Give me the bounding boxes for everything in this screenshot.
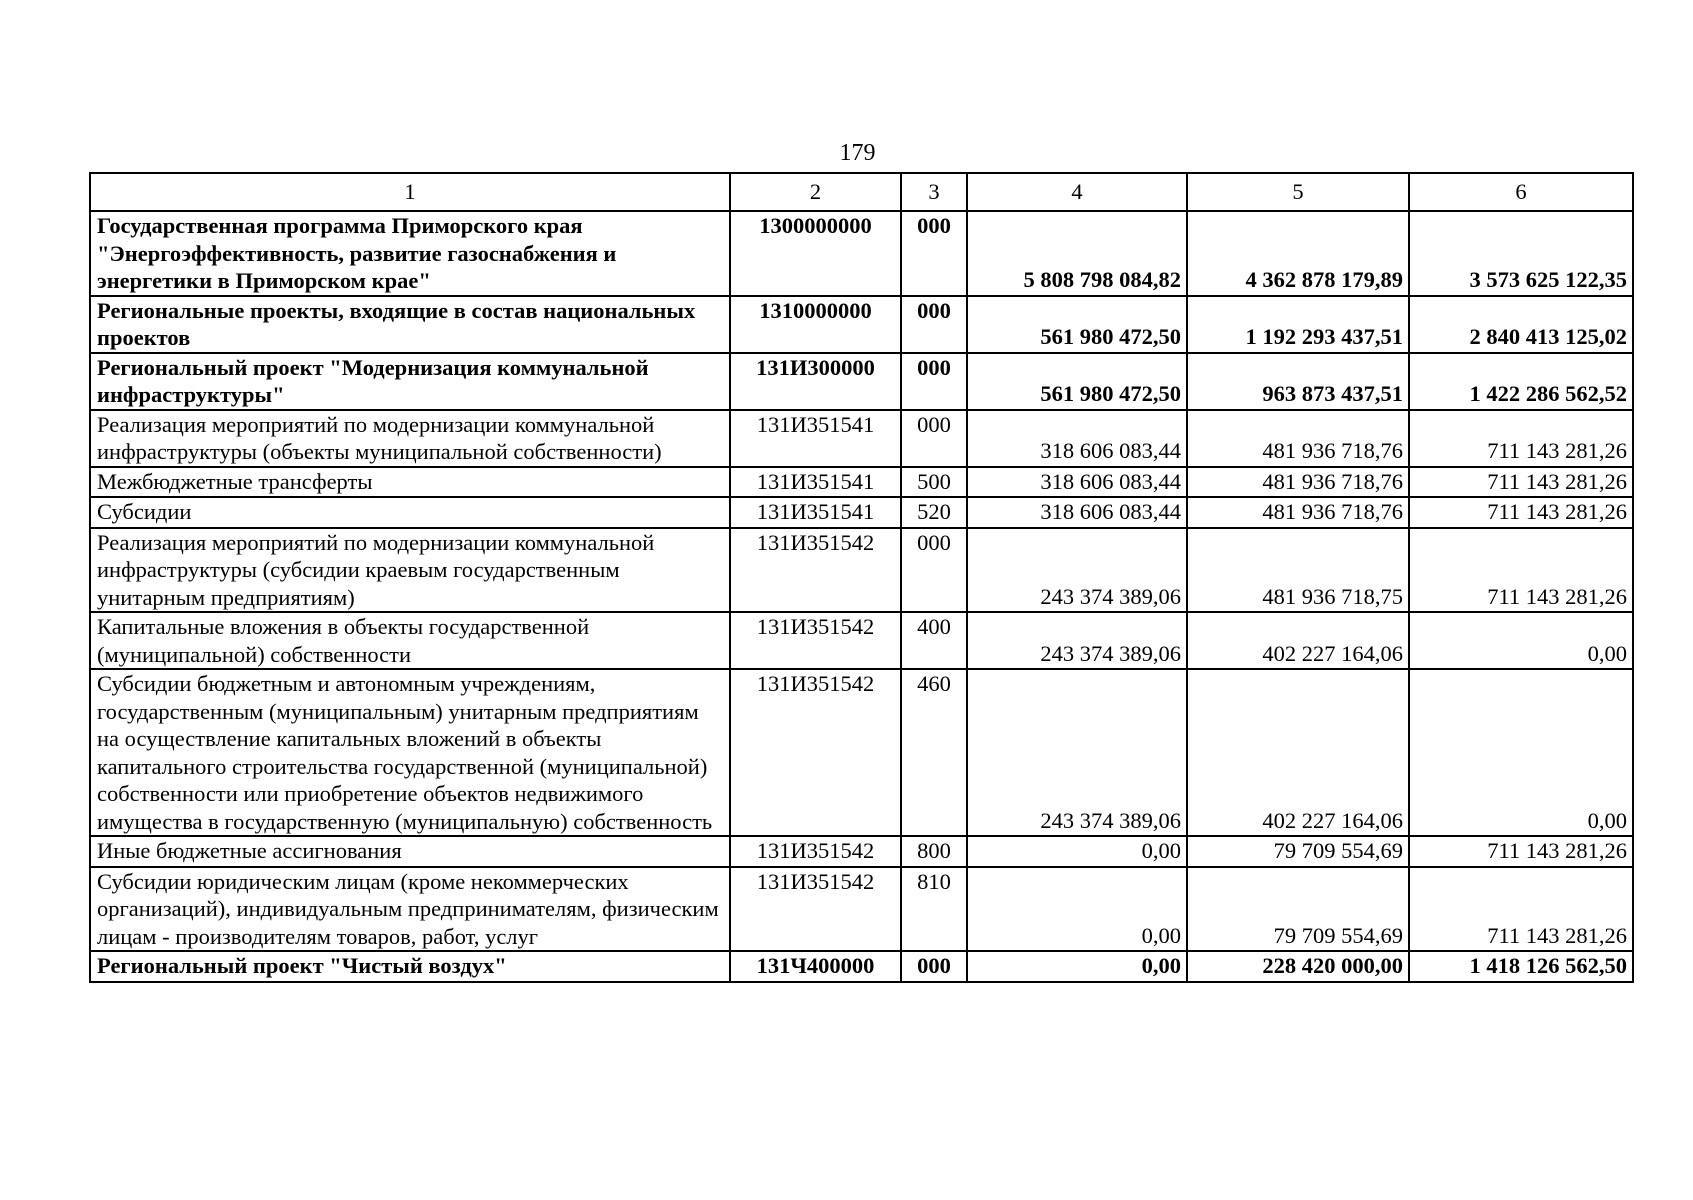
row-vr-code: 000 <box>901 296 967 353</box>
header-col-3: 3 <box>901 173 967 211</box>
table-row <box>90 211 1633 296</box>
row-vr-code: 520 <box>901 497 967 528</box>
row-name: Реализация мероприятий по модернизации коммунальной инфраструктуры (субсидии краевым государственным унитарным предприятиям) <box>90 528 730 613</box>
row-amount-col4: 318 606 083,44 <box>967 467 1187 498</box>
row-csr-code: 131И351542 <box>730 836 901 867</box>
row-amount-col4: 0,00 <box>967 951 1187 982</box>
row-amount-col6: 711 143 281,26 <box>1409 497 1633 528</box>
row-amount-col4: 561 980 472,50 <box>967 296 1187 353</box>
row-amount-col5: 481 936 718,75 <box>1187 528 1409 613</box>
row-csr-code: 131И351542 <box>730 528 901 613</box>
row-amount-col4: 0,00 <box>967 836 1187 867</box>
table-row <box>90 467 1633 498</box>
row-vr-code: 500 <box>901 467 967 498</box>
row-amount-col6: 0,00 <box>1409 612 1633 669</box>
row-amount-col6: 711 143 281,26 <box>1409 410 1633 467</box>
row-csr-code: 131И300000 <box>730 353 901 410</box>
budget-table <box>89 172 1634 983</box>
row-vr-code: 000 <box>901 528 967 613</box>
row-amount-col5: 4 362 878 179,89 <box>1187 211 1409 296</box>
row-csr-code: 1310000000 <box>730 296 901 353</box>
header-col-1: 1 <box>90 173 730 211</box>
row-amount-col5: 79 709 554,69 <box>1187 836 1409 867</box>
table-row <box>90 353 1633 410</box>
row-amount-col4: 0,00 <box>967 867 1187 952</box>
row-amount-col6: 0,00 <box>1409 669 1633 836</box>
row-amount-col6: 711 143 281,26 <box>1409 836 1633 867</box>
row-amount-col5: 402 227 164,06 <box>1187 669 1409 836</box>
table-row <box>90 612 1633 669</box>
row-amount-col4: 318 606 083,44 <box>967 497 1187 528</box>
row-amount-col6: 3 573 625 122,35 <box>1409 211 1633 296</box>
row-amount-col4: 243 374 389,06 <box>967 612 1187 669</box>
row-amount-col4: 5 808 798 084,82 <box>967 211 1187 296</box>
row-name: Иные бюджетные ассигнования <box>90 836 730 867</box>
row-amount-col6: 2 840 413 125,02 <box>1409 296 1633 353</box>
page-number: 179 <box>839 140 876 166</box>
header-col-6: 6 <box>1409 173 1633 211</box>
header-row <box>90 173 1633 211</box>
row-csr-code: 131Ч400000 <box>730 951 901 982</box>
header-col-2: 2 <box>730 173 901 211</box>
row-amount-col6: 711 143 281,26 <box>1409 867 1633 952</box>
row-amount-col5: 481 936 718,76 <box>1187 467 1409 498</box>
row-name: Капитальные вложения в объекты государственной (муниципальной) собственности <box>90 612 730 669</box>
table-row <box>90 410 1633 467</box>
row-vr-code: 460 <box>901 669 967 836</box>
row-amount-col5: 481 936 718,76 <box>1187 410 1409 467</box>
row-csr-code: 131И351541 <box>730 467 901 498</box>
row-amount-col5: 79 709 554,69 <box>1187 867 1409 952</box>
row-amount-col6: 711 143 281,26 <box>1409 467 1633 498</box>
row-name: Субсидии бюджетным и автономным учреждениям, государственным (муниципальным) унитарным предприятиям на осуществление капитальных вложений в объекты капитального строительства государственной (муниципальной) собственности или приобретение объектов недвижимого имущества в государственную (муниципальную) собственность <box>90 669 730 836</box>
row-vr-code: 400 <box>901 612 967 669</box>
row-amount-col5: 963 873 437,51 <box>1187 353 1409 410</box>
row-csr-code: 131И351542 <box>730 867 901 952</box>
table-row <box>90 497 1633 528</box>
row-vr-code: 000 <box>901 410 967 467</box>
row-csr-code: 131И351542 <box>730 612 901 669</box>
header-col-4: 4 <box>967 173 1187 211</box>
row-csr-code: 131И351541 <box>730 410 901 467</box>
table-row <box>90 951 1633 982</box>
row-amount-col6: 1 418 126 562,50 <box>1409 951 1633 982</box>
row-name: Межбюджетные трансферты <box>90 467 730 498</box>
row-csr-code: 1300000000 <box>730 211 901 296</box>
row-vr-code: 000 <box>901 951 967 982</box>
row-name: Государственная программа Приморского края "Энергоэффективность, развитие газоснабжения и энергетики в Приморском крае" <box>90 211 730 296</box>
row-name: Региональный проект "Чистый воздух" <box>90 951 730 982</box>
row-amount-col6: 711 143 281,26 <box>1409 528 1633 613</box>
table-row <box>90 867 1633 952</box>
row-amount-col4: 318 606 083,44 <box>967 410 1187 467</box>
row-amount-col5: 1 192 293 437,51 <box>1187 296 1409 353</box>
row-csr-code: 131И351541 <box>730 497 901 528</box>
row-amount-col5: 228 420 000,00 <box>1187 951 1409 982</box>
table-row <box>90 669 1633 836</box>
row-amount-col5: 402 227 164,06 <box>1187 612 1409 669</box>
row-csr-code: 131И351542 <box>730 669 901 836</box>
row-name: Региональные проекты, входящие в состав национальных проектов <box>90 296 730 353</box>
table-row <box>90 528 1633 613</box>
row-vr-code: 000 <box>901 353 967 410</box>
row-name: Региональный проект "Модернизация коммунальной инфраструктуры" <box>90 353 730 410</box>
row-amount-col4: 243 374 389,06 <box>967 669 1187 836</box>
row-amount-col4: 561 980 472,50 <box>967 353 1187 410</box>
header-col-5: 5 <box>1187 173 1409 211</box>
row-amount-col6: 1 422 286 562,52 <box>1409 353 1633 410</box>
row-name: Субсидии юридическим лицам (кроме некоммерческих организаций), индивидуальным предпринимателям, физическим лицам - производителям товаров, работ, услуг <box>90 867 730 952</box>
row-amount-col4: 243 374 389,06 <box>967 528 1187 613</box>
row-amount-col5: 481 936 718,76 <box>1187 497 1409 528</box>
row-name: Субсидии <box>90 497 730 528</box>
row-vr-code: 000 <box>901 211 967 296</box>
row-vr-code: 800 <box>901 836 967 867</box>
row-name: Реализация мероприятий по модернизации коммунальной инфраструктуры (объекты муниципальной собственности) <box>90 410 730 467</box>
table-row <box>90 296 1633 353</box>
table-row <box>90 836 1633 867</box>
row-vr-code: 810 <box>901 867 967 952</box>
